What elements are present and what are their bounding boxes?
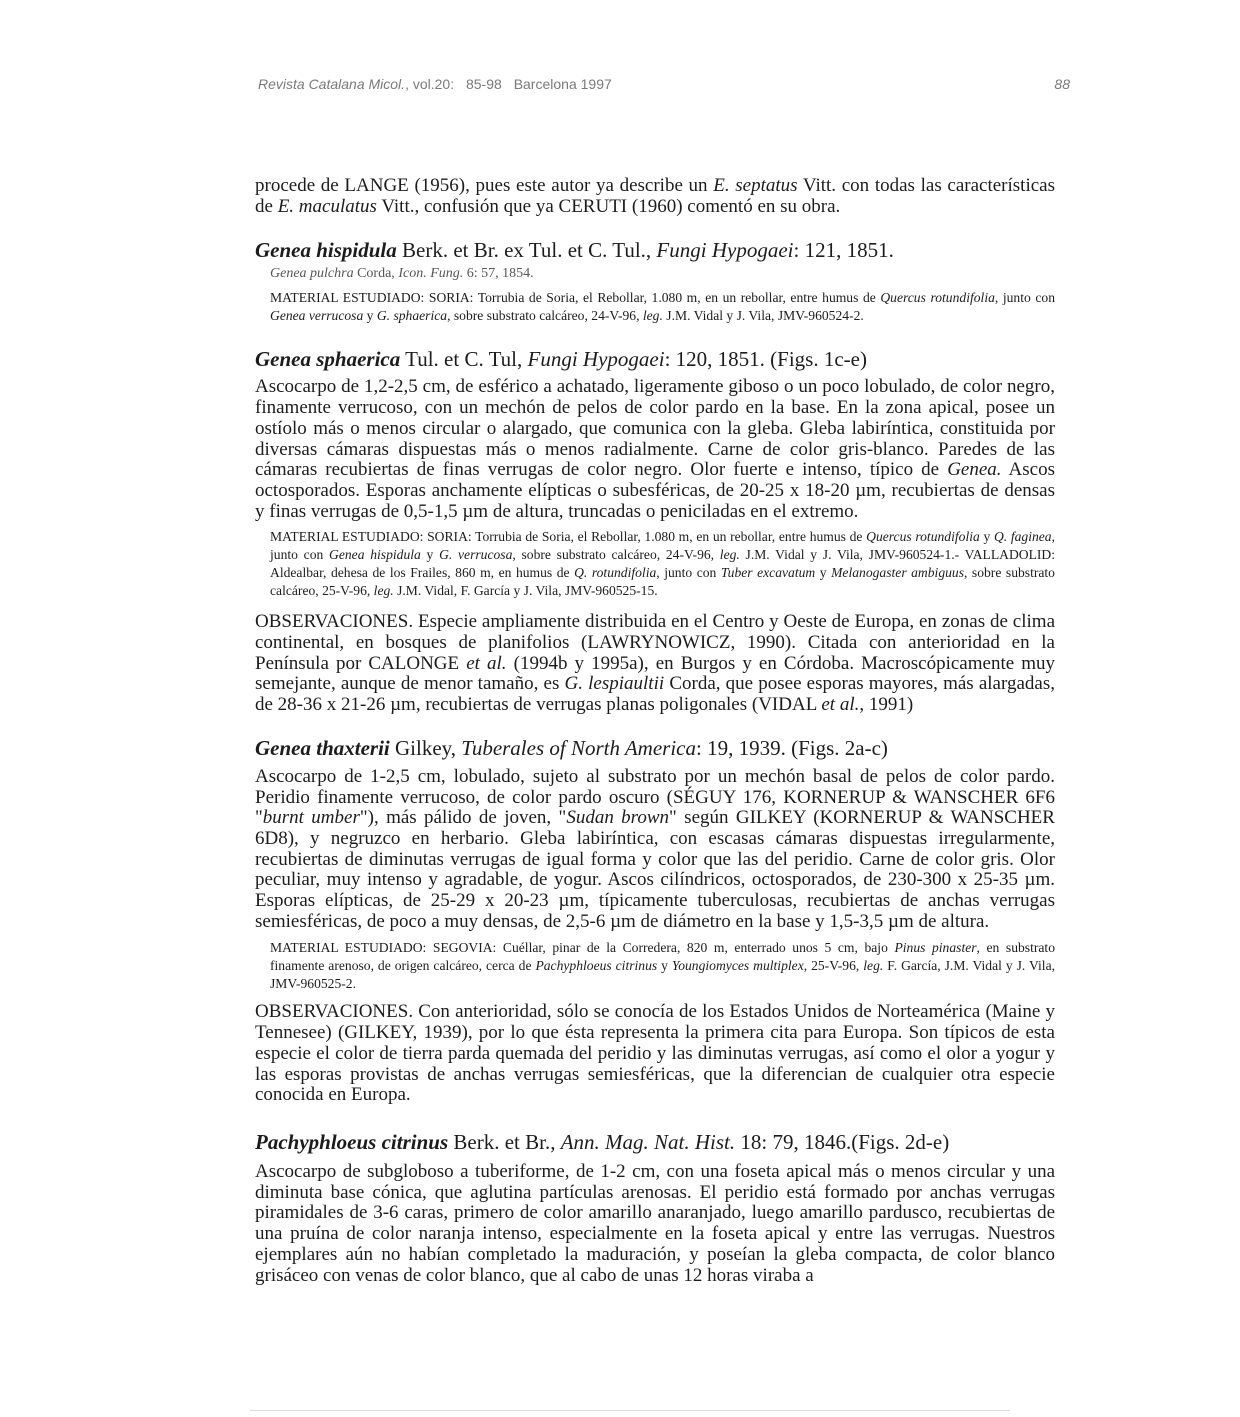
text-run: y [420, 547, 440, 563]
species-heading-genea-sphaerica [255, 347, 1055, 371]
text-run: procede de LANGE (1956), pues este autor ya describe un [255, 175, 714, 196]
text-run: y [979, 529, 994, 545]
species-name: Youngiomyces multiplex [671, 958, 804, 974]
journal-name: Revista Catalana Micol. [258, 76, 406, 92]
leg-abbr: leg. [719, 547, 740, 563]
species-name: E. septatus [713, 175, 798, 196]
species-author: Berk. et Br., [448, 1129, 561, 1154]
species-title: Genea hispidula [255, 238, 397, 263]
color-name: Sudan brown [566, 807, 670, 829]
species-name: Quercus rotundifolia [880, 290, 995, 306]
text-run: MATERIAL ESTUDIADO: SEGOVIA: Cuéllar, pinar de la Corredera, 820 m, enterrado unos 5 cm, bajo [270, 940, 895, 956]
page-number: 88 [1054, 76, 1070, 92]
species-name: Pachyphloeus citrinus [535, 958, 658, 974]
description-paragraph: Ascocarpo de subgloboso a tuberiforme, de 1-2 cm, con una foseta apical más o menos circular y una diminuta base cónica, que aglutina partículas arenosas. El peridio está formado por anchas verrugas piramidales de 3-6 caras, primero de color amarillo anaranjado, luego amarillo pardusco, recubiertas de una pruína de color naranja intenso, especialmente en la foseta apical y entre las verrugas. Nuestros ejemplares aún no habían completado la maduración, y poseían la gleba compacta, de color blanco grisáceo con venas de color blanco, que al cabo de unas 12 horas viraba a [255, 1160, 1055, 1286]
synonym-name: Genea pulchra [270, 266, 354, 282]
species-title: Genea thaxterii [255, 735, 390, 760]
species-reference-detail: : 19, 1939. (Figs. 2a-c) [696, 735, 888, 760]
journal-place-year: Barcelona 1997 [513, 76, 612, 92]
journal-volume: , vol.20: [405, 76, 455, 92]
text-run: , en substrato finamente arenoso, de origen calcáreo, cerca de [270, 940, 1055, 974]
species-author: Gilkey, [389, 735, 462, 760]
text-run: , 1991) [859, 694, 914, 716]
species-name: G. sphaerica [376, 308, 448, 324]
text-run: y [363, 308, 377, 324]
leg-abbr: leg. [642, 308, 663, 324]
text-run: "), más pálido de joven, " [359, 807, 567, 829]
et-al: et al. [821, 694, 860, 716]
text-run: , junto con [656, 565, 721, 581]
material-studied [270, 939, 1055, 993]
running-header [258, 76, 1070, 92]
species-name: G. verrucosa [439, 547, 513, 563]
text-run: Corda, que posee esporas mayores, más alargadas, de 28-36 x 21-26 µm, recubiertas de verrugas planas poligonales (VIDAL [255, 673, 1055, 716]
species-name: E. maculatus [277, 195, 377, 217]
synonym-author: Corda, [353, 266, 399, 282]
text-run: J.M. Vidal, F. García y J. Vila, JMV-960525-15. [393, 583, 658, 599]
species-name: Q. rotundifolia [574, 565, 657, 581]
journal-pages: 85-98 [465, 76, 502, 92]
species-name: Melanogaster ambiguus [831, 565, 964, 581]
observations-paragraph [255, 612, 1055, 716]
species-reference: Tuberales of North America [461, 735, 696, 760]
text-run: Vitt. con todas las características de [255, 175, 1055, 217]
text-run: , sobre substrato calcáreo, 24-V-96, [447, 308, 643, 324]
synonym-line [270, 265, 1055, 283]
text-run: , sobre substrato calcáreo, 24-V-96, [512, 547, 720, 563]
text-run: J.M. Vidal y J. Vila, JMV-960524-2. [662, 308, 864, 324]
text-run: Vitt., confusión que ya CERUTI (1960) comentó en su obra. [376, 195, 841, 217]
text-run: y [815, 565, 832, 581]
species-name: Pinus pinaster [894, 940, 977, 956]
text-run: Ascocarpo de 1,2-2,5 cm, de esférico a achatado, ligeramente giboso o un poco lobulado, de color negro, finamente verrucoso, con un mechón de pelos de color pardo en la base. En la zona apical, posee un ostíolo más o menos circular o alargado, que comunica con la gleba. Gleba labiríntica, constituida por diversas cámaras dispuestas más o menos radialmente. Carne de color gris-blanco. Paredes de las cámaras recubiertas de finas verrugas de color negro. Olor fuerte e intenso, típico de [255, 376, 1055, 481]
species-reference: Fungi Hypogaei [656, 238, 794, 263]
species-name: G. lespiaultii [564, 673, 665, 695]
species-heading-genea-hispidula [255, 238, 1055, 262]
text-run: OBSERVACIONES. Especie ampliamente distribuida en el Centro y Oeste de Europa, en zonas de clima continental, en bosques de planifolios (LAWRYNOWICZ, 1990). Citada con anterioridad en la Península por CALONGE [255, 611, 1055, 674]
intro-paragraph [255, 176, 1055, 217]
observations-paragraph: OBSERVACIONES. Con anterioridad, sólo se conocía de los Estados Unidos de Norteamérica (Maine y Tennesee) (GILKEY, 1939), por lo que ésta representa la primera cita para Europa. Son típicos de esta especie el color de tierra parda quemada del peridio y las diminutas verrugas, así como el olor a yogur y las esporas provistas de anchas verrugas semiesféricas, que la diferencian de cualquier otra especie conocida en Europa. [255, 1001, 1055, 1106]
species-heading-pachyphloeus-citrinus [255, 1130, 1055, 1154]
article-body [255, 176, 1055, 1286]
description-paragraph [255, 377, 1055, 522]
synonym-reference: Icon. Fung. [398, 266, 464, 282]
leg-abbr: leg. [863, 958, 884, 974]
text-run: y [657, 958, 672, 974]
species-title: Genea sphaerica [255, 347, 401, 372]
text-run: Ascocarpo de 1-2,5 cm, lobulado, sujeto al substrato por un mechón basal de pelos de color pardo. Peridio finamente verrucoso, de color pardo oscuro (SÉGUY 176, KORNERUP & WANSCHER 6F6 " [255, 765, 1055, 829]
species-title: Pachyphloeus citrinus [255, 1129, 449, 1154]
text-run: F. García, J.M. Vidal y J. Vila, JMV-960525-2. [270, 958, 1056, 992]
material-studied [270, 528, 1055, 600]
color-name: burnt umber [262, 807, 360, 829]
species-author: Tul. et C. Tul, [400, 347, 528, 372]
text-run: , 25-V-96, [803, 958, 864, 974]
genus-name: Genea. [947, 459, 1002, 481]
scan-edge-line [250, 1410, 1010, 1411]
species-name: Genea hispidula [329, 547, 421, 563]
text-run: (1994b y 1995a), en Burgos y en Córdoba. Macroscópicamente muy semejante, aunque de menor tamaño, es [255, 652, 1056, 695]
species-reference-detail: : 120, 1851. (Figs. 1c-e) [664, 347, 867, 372]
synonym-reference-detail: 6: 57, 1854. [463, 266, 534, 282]
text-run: , junto con [270, 529, 1056, 563]
et-al: et al. [466, 652, 507, 674]
text-run: J.M. Vidal y J. Vila, JMV-960524-1.- VALLADOLID: Aldealbar, dehesa de los Frailes, 860 m, en humus de [270, 547, 1056, 581]
species-reference: Ann. Mag. Nat. Hist. [560, 1129, 736, 1154]
species-heading-genea-thaxterii [255, 736, 1055, 760]
species-reference: Fungi Hypogaei [527, 347, 665, 372]
description-paragraph [255, 767, 1055, 933]
species-name: Q. faginea [993, 529, 1052, 545]
text-run: MATERIAL ESTUDIADO: SORIA: Torrubia de Soria, el Rebollar, 1.080 m, en un rebollar, entre humus de [270, 290, 881, 306]
text-run: " según GILKEY (KORNERUP & WANSCHER 6D8), y negruzco en herbario. Gleba labiríntica, con escasas cámaras dispuestas irregularmente, recubiertas de diminutas verrugas de igual forma y color que las del peridio. Carne de color gris. Olor peculiar, muy intenso y agradable, de yogur. Ascos cilíndricos, octosporados, de 230-300 x 25-35 µm. Esporas elípticas, de 25-29 x 20-23 µm, típicamente tuberculosas, recubiertas de anchas verrugas semiesféricas, de poco a muy densas, de 2,5-6 µm de diámetro en la base y 1,5-3,5 µm de altura. [255, 807, 1055, 932]
species-reference-detail: 18: 79, 1846.(Figs. 2d-e) [735, 1129, 950, 1154]
text-run: , sobre substrato calcáreo, 25-V-96, [270, 565, 1055, 599]
material-studied [270, 289, 1055, 325]
species-author: Berk. et Br. ex Tul. et C. Tul., [396, 238, 657, 263]
species-name: Quercus rotundifolia [866, 529, 980, 545]
leg-abbr: leg. [373, 583, 394, 599]
species-reference-detail: : 121, 1851. [793, 238, 894, 263]
text-run: , junto con [994, 290, 1055, 306]
species-name: Genea verrucosa [270, 308, 364, 324]
text-run: MATERIAL ESTUDIADO: SORIA: Torrubia de Soria, el Rebollar, 1.080 m, en un rebollar, entre humus de [270, 529, 867, 545]
text-run: Ascos octosporados. Esporas anchamente elípticas o subesféricas, de 20-25 x 18-20 µm, recubiertas de densas y finas verrugas de 0,5-1,5 µm de altura, truncadas o peniciladas en el extremo. [255, 459, 1055, 522]
species-name: Tuber excavatum [720, 565, 816, 581]
